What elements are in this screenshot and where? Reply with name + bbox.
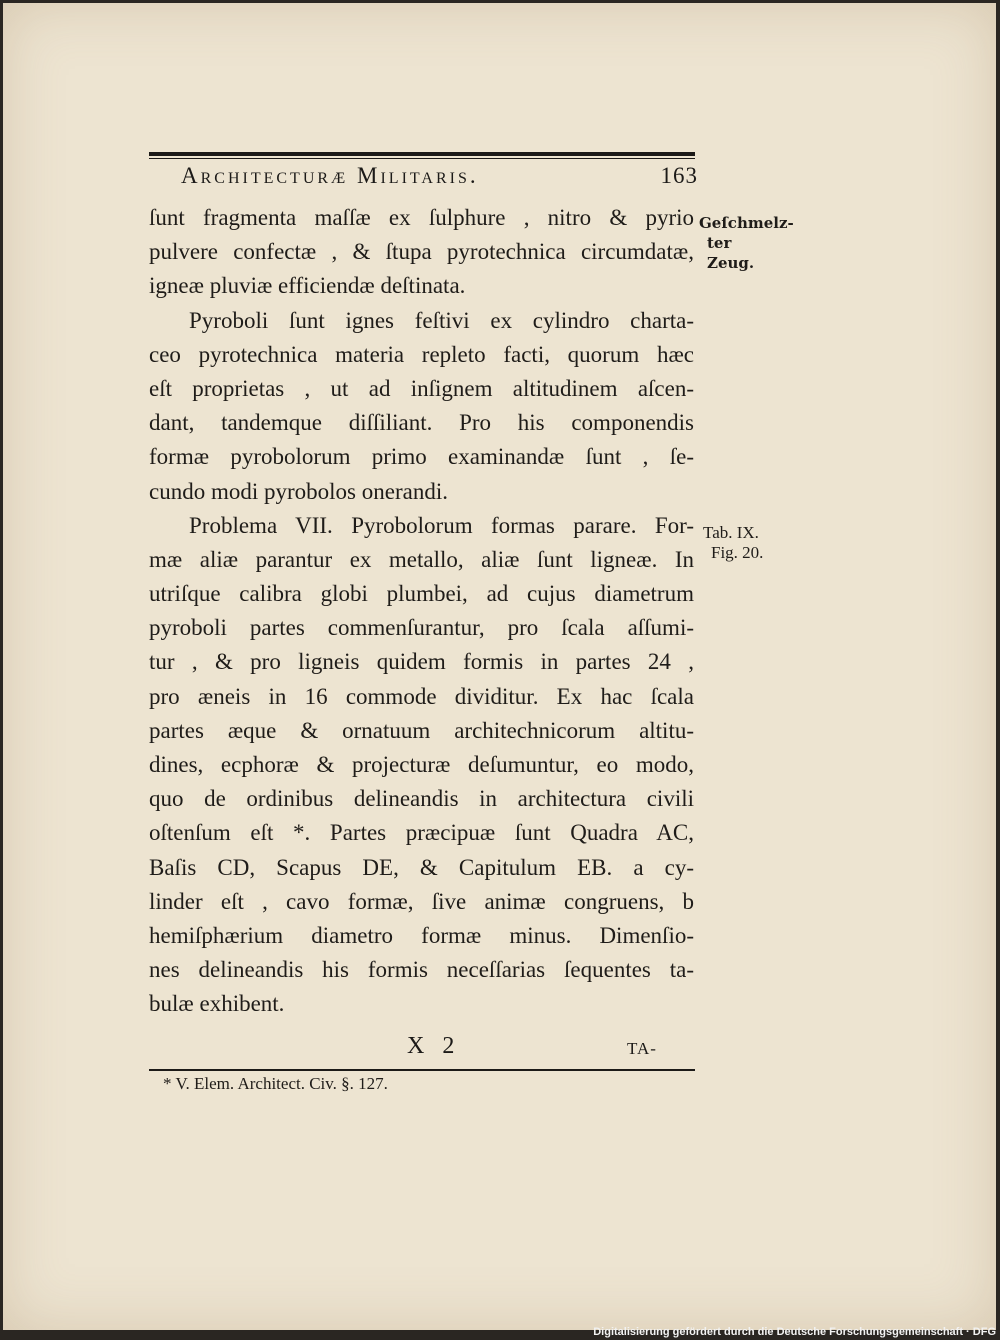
digitization-credit: Digitalisierung gefördert durch die Deutsche Forschungsgemeinschaft · DFG: [593, 1326, 996, 1338]
text-line: partes æque & ornatuum architechnicorum altitu-: [149, 717, 694, 743]
text-line: mæ aliæ parantur ex metallo, aliæ ſunt ligneæ. In: [149, 546, 694, 572]
text-line: oſtenſum eſt *. Partes præcipuæ ſunt Quadra AC,: [149, 820, 694, 846]
text-line: dant, tandemque diſſiliant. Pro his componendis: [149, 410, 694, 436]
text-line: quo de ordinibus delineandis in architectura civili: [149, 786, 694, 812]
text-line: eſt proprietas , ut ad inſignem altitudinem aſcen-: [149, 375, 694, 401]
text-line: pyroboli partes commenſurantur, pro ſcala aſſumi-: [149, 615, 694, 641]
text-line: pulvere confectæ , & ſtupa pyrotechnica circumdatæ,: [149, 239, 694, 265]
signature-mark: X 2: [407, 1033, 461, 1059]
text-line: dines, ecphoræ & projecturæ deſumuntur, eo modo,: [149, 752, 694, 777]
header-rule: [149, 152, 695, 156]
text-line: hemiſphærium diametro formæ minus. Dimenſio-: [149, 922, 694, 948]
body-text: [149, 201, 694, 1022]
text-line: linder eſt , cavo formæ, ſive animæ congruens, b: [149, 888, 694, 914]
margin-note-tab-fig: [703, 523, 783, 563]
catchword: TA-: [627, 1039, 657, 1058]
text-line: tur , & pro ligneis quidem formis in partes 24 ,: [149, 649, 694, 675]
text-line: Problema VII. Pyrobolorum formas parare. For-: [189, 512, 694, 538]
text-line: cundo modi pyrobolos onerandi.: [149, 478, 448, 504]
book-page: [3, 3, 996, 1330]
running-head: [153, 159, 698, 193]
text-line: ceo pyrotechnica materia repleto facti, quorum hæc: [149, 341, 694, 367]
footnote-rule: [149, 1069, 695, 1071]
text-line: bulæ exhibent.: [149, 991, 285, 1017]
running-head-title: Architecturæ Militaris.: [181, 163, 479, 188]
page-number: 163: [660, 163, 698, 188]
text-line: nes delineandis his formis neceſſarias ſequentes ta-: [149, 957, 694, 983]
margin-note-line: Tab. IX.: [703, 523, 759, 542]
margin-note-geschmelzter-zeug: [699, 213, 794, 273]
margin-note-line: ter Zeug.: [707, 234, 755, 272]
text-line: pro æneis in 16 commode dividitur. Ex hac ſcala: [149, 683, 694, 709]
text-line: formæ pyrobolorum primo examinandæ ſunt , ſe-: [149, 444, 694, 470]
footnote: * V. Elem. Architect. Civ. §. 127.: [163, 1074, 388, 1093]
text-line: utriſque calibra globi plumbei, ad cujus diametrum: [149, 581, 694, 607]
margin-note-line: Geſchmelz-: [699, 214, 794, 232]
margin-note-line: Fig. 20.: [711, 543, 764, 562]
text-line: igneæ pluviæ efficiendæ deſtinata.: [149, 273, 466, 299]
text-line: Baſis CD, Scapus DE, & Capitulum EB. a cy-: [149, 854, 694, 880]
text-line: ſunt fragmenta maſſæ ex ſulphure , nitro & pyrio: [149, 205, 694, 230]
text-line: Pyroboli ſunt ignes feſtivi ex cylindro charta-: [189, 307, 694, 333]
